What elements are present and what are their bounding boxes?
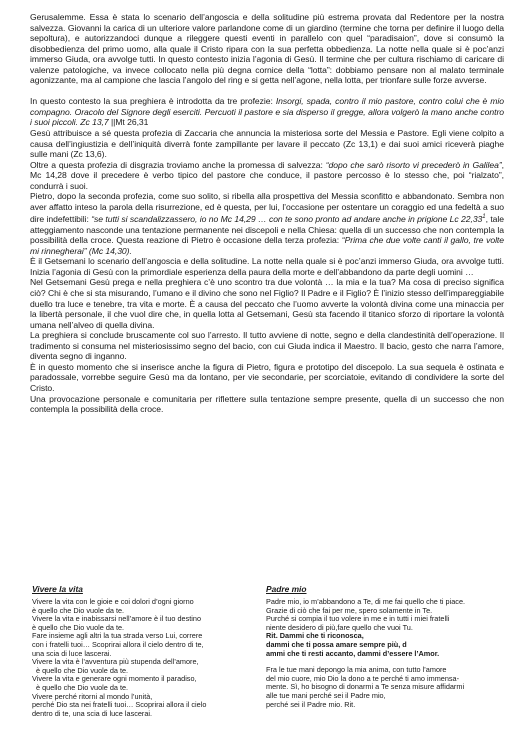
paragraph-5-rest: , tale atteggiamento nasconde una tentazione permanente nei discepoli e nella Chiesa: quella di un successo che non contempla la possibilità della croce. Questa reazione di Pietro è occasione della terza profezia: bbox=[30, 214, 504, 246]
song-vivere-la-vita bbox=[30, 584, 258, 718]
paragraph-5-text: Pietro, dopo la seconda profezia, come suo solito, si ribella alla prospettiva del Messia sconfitto e abbandonato. Sembra non aver affatto inteso la parola della risurrezione, ed è questa, per lui, l’occasione per ostentare un coraggio ed una fedeltà a suo dire indefettibili: bbox=[30, 191, 504, 225]
refrain-line: dammi che ti possa amare sempre più, d bbox=[266, 639, 407, 649]
song-line: Vivere perché ritorni al mondo l’unità, bbox=[32, 691, 153, 701]
paragraph-2-text: In questo contesto la sua preghiera è introdotta da tre profezie: bbox=[30, 96, 276, 107]
song-line: Fare insieme agli altri la tua strada verso Lui, correre bbox=[32, 631, 203, 641]
song-lines bbox=[32, 598, 258, 718]
songs-section bbox=[30, 584, 504, 718]
paragraph-3: Gesù attribuisce a sé questa profezia di Zaccaria che annuncia la misteriosa sorte del Messia e Pastore. Egli viene colpito a causa dell’ingiustizia e dell’iniquità diverrà fonte zampillante per lavare il peccato (Zc 13,1) e dai suoi amici riceverà piaghe sulle mani (Zc 13,6). bbox=[30, 127, 504, 160]
song-line: con i fratelli tuoi… Scoprirai allora il cielo dentro di te, bbox=[32, 639, 204, 649]
footnote-marker: 1 bbox=[482, 214, 486, 221]
paragraph-7: Nel Getsemani Gesù prega e nella preghiera c’è uno scontro tra due volontà … la mia e la tua? Ma cosa di preciso significa ciò? Chi è che si sta misurando, l’umano e il divino che sono nel Figlio? Il Padre e il Figlio? È l’inizio stesso dell’impareggiabile duello tra luce e tenebre, tra vita e morte. È a causa del peccato che l’uomo avverte la volontà divina come una minaccia per la libertà personale, il che vuol dire che, in quella lotta al Getsemani, Gesù sta facendo il titanico sforzo di riportare la volontà umana nell’alveo di quella divina. bbox=[30, 277, 504, 330]
article-body bbox=[30, 12, 504, 415]
song-padre-mio bbox=[266, 584, 504, 718]
paragraph-spacer bbox=[30, 86, 504, 97]
paragraph-10: Una provocazione personale e comunitaria per riflettere sulla tentazione sempre presente, quella di un successo che non contempla la possibilità della croce. bbox=[30, 393, 504, 415]
song-line: Vivere la vita con le gioie e coi dolori d’ogni giorno bbox=[32, 597, 194, 606]
paragraph-5 bbox=[30, 191, 504, 256]
song-line: perché sei il Padre mio. Rit. bbox=[266, 699, 356, 709]
song-line: mente. Sì, ho bisogno di donarmi a Te senza misure affidarmi bbox=[266, 682, 465, 692]
song-line: Vivere la vita e inabissarsi nell’amore è il tuo destino bbox=[32, 614, 201, 624]
song-verse-1 bbox=[266, 598, 504, 632]
song-line: niente desidero di più,fare quello che vuoi Tu. bbox=[266, 622, 413, 632]
song-verse-2 bbox=[266, 666, 504, 709]
song-line: è quello che Dio vuole da te. bbox=[36, 682, 129, 692]
song-line: Purché si compia il tuo volere in me e in tutti i miei fratelli bbox=[266, 614, 450, 624]
refrain-line: ammi che ti resti accanto, dammi d’essere l’Amor. bbox=[266, 648, 440, 658]
song-line: Fra le tue mani depongo la mia anima, con tutto l’amore bbox=[266, 665, 447, 675]
paragraph-2 bbox=[30, 96, 504, 128]
paragraph-6: È il Getsemani lo scenario dell’angoscia e della solitudine. La notte nella quale si è poc’anzi immerso Giuda, ora avvolge tutti. Inizia l’agonia di Gesù con la primordiale esperienza della paura della morte e dell’abbandono da parte degli uomini … bbox=[30, 256, 504, 277]
paragraph-4-text: Oltre a questa profezia di disgrazia troviamo anche la promessa di salvezza: bbox=[30, 159, 326, 170]
paragraph-2-ref: ||Mt 26,31 bbox=[108, 117, 149, 128]
song-title: Vivere la vita bbox=[32, 584, 83, 594]
pietro-quote: “se tutti si scandalizzassero, io no Mc 14,29 … con te sono pronto ad andare anche in prigione Lc 22,33 bbox=[91, 214, 483, 225]
paragraph-1: Gerusalemme. Essa è stata lo scenario dell’angoscia e della solitudine più estrema provata dal Redentore per la nostra salvezza. Giovanni la carica di un ulteriore valore parlandone come di un giardino (termine che torna per definire il luogo della sepoltura), e autorizzandoci dunque a rileggere questi eventi in parallelo con quel “paradisaion”, dove si consumò la disobbedienza del primo uomo, alla quale il Cristo ripara con la sua perfetta obbedienza. La notte nella quale si è poc’anzi immerso Giuda, ora avvolge tutti. In questo contesto inizia l’agonia di Gesù. Il termine che per cultura rischiamo di caricare di valenze patologiche, va invece collocato nella più degna cornice della “lotta”: dobbiamo pensare non al malato terminale agonizzante, ma al campione che lascia l’angolo del ring e si getta nell’agone, nella lotta, per trionfare sulle forze avverse. bbox=[30, 12, 504, 86]
song-line: Vivere la vita è l’avventura più stupenda dell’amore, bbox=[32, 657, 199, 667]
refrain-line: Rit. Dammi che ti riconosca, bbox=[266, 631, 364, 641]
song-line: alle tue mani perché sei il Padre mio, bbox=[266, 690, 386, 700]
galilea-quote: “dopo che sarò risorto vi precederò in Galilea” bbox=[325, 159, 502, 170]
paragraph-8: La preghiera si conclude bruscamente col suo l’arresto. Il tutto avviene di notte, segno e della clandestinità dell’operazione. Il tradimento si consuma nel misteriosissimo segno del bacio, con cui Giuda indica il Maestro. Il bacio, gesto che narra l’amore, diventa segno di inganno. bbox=[30, 330, 504, 362]
song-line: del mio cuore, mio Dio la dono a te perché ti amo immensa- bbox=[266, 673, 460, 683]
song-title: Padre mio bbox=[266, 584, 307, 594]
paragraph-4 bbox=[30, 160, 504, 192]
gallo-quote: “Prima che due volte canti il gallo, tre volte mi rinnegherai” (Mc 14,30). bbox=[30, 235, 504, 256]
song-line: una scia di luce lascerai. bbox=[32, 648, 112, 658]
song-line: è quello che Dio vuole da te. bbox=[36, 665, 129, 675]
song-line: è quello che Dio vuole da te. bbox=[32, 605, 125, 615]
paragraph-4-rest: , Mc 14,28 dove il precedere è verbo tipico del pastore che conduce, il pastore percosso è lo stesso che, poi “rialzato”, condurrà i suoi. bbox=[30, 159, 504, 191]
song-line: è quello che Dio vuole da te. bbox=[32, 622, 125, 632]
zaccaria-quote: Insorgi, spada, contro il mio pastore, contro colui che è mio compagno. Oracolo del Signore degli eserciti. Percuoti il pastore e sia disperso il gregge, allora volgerò la mano anche contro i suoi piccoli. Zc 13,7 bbox=[30, 96, 504, 128]
song-line: perché Dio sta nei fratelli tuoi… Scoprirai allora il cielo bbox=[32, 700, 207, 710]
song-line: Vivere la vita e generare ogni momento il paradiso, bbox=[32, 674, 197, 684]
song-line: dentro di te, una scia di luce lascerai. bbox=[32, 708, 153, 718]
song-line: Grazie di ciò che fai per me, spero solamente in Te. bbox=[266, 605, 433, 615]
song-line: Padre mio, io m’abbandono a Te, di me fai quello che ti piace. bbox=[266, 597, 466, 606]
song-refrain bbox=[266, 632, 504, 658]
paragraph-9: È in questo momento che si inserisce anche la figura di Pietro, figura e prototipo del discepolo. La sua sequela è ostinata e paradossale, vorrebbe seguire Gesù ma da lontano, per vie secondarie, per scorciatoie, evitando di condividere la sorte del Cristo. bbox=[30, 361, 504, 393]
